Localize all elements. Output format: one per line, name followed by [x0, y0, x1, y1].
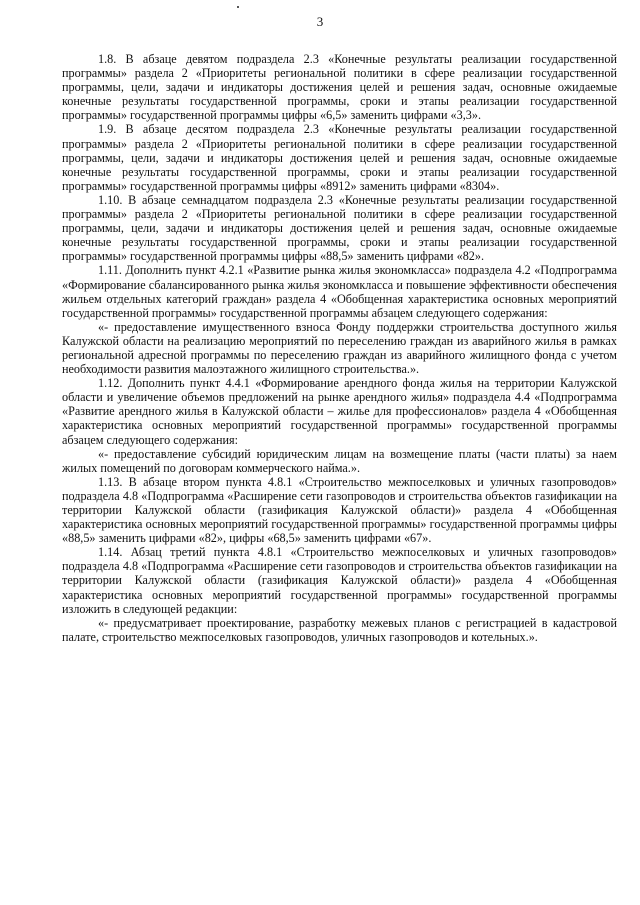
paragraph-1-13: 1.13. В абзаце втором пункта 4.8.1 «Строительство межпоселковых и уличных газопроводов» подраздела 4.8 «Подпрограмма «Расширение сети газопроводов и строительства объектов газификации на территории Калужской области (газификация Калужской области)» раздела 4 «Обобщенная характеристика основных мероприятий государственной программы» государственной программы цифры «88,5» заменить цифрами «82», цифры «68,5» заменить цифрами «67». [62, 474, 617, 546]
document-body [62, 52, 617, 644]
paragraph-1-8: 1.8. В абзаце девятом подраздела 2.3 «Конечные результаты реализации государственной программы» раздела 2 «Приоритеты региональной политики в сфере реализации государственной программы, цели, задачи и индикаторы достижения целей и решения задач, основные ожидаемые конечные результаты государственной программы, сроки и этапы реализации государственной программы» государственной программы цифры «6,5» заменить цифрами «3,3». [62, 52, 617, 123]
paragraph-1-14: 1.14. Абзац третий пункта 4.8.1 «Строительство межпоселковых и уличных газопроводов» подраздела 4.8 «Подпрограмма «Расширение сети газопроводов и строительства объектов газификации на территории Калужской области (газификация Калужской области)» раздела 4 «Обобщенная характеристика основных мероприятий государственной программы» государственной программы изложить в следующей редакции: [62, 545, 617, 616]
paragraph-1-10: 1.10. В абзаце семнадцатом подраздела 2.3 «Конечные результаты реализации государственной программы» раздела 2 «Приоритеты региональной политики в сфере реализации государственной программы, цели, задачи и индикаторы достижения целей и решения задач, основные ожидаемые конечные результаты государственной программы, сроки и этапы реализации государственной программы» государственной программы цифры «88,5» заменить цифрами «82». [62, 192, 617, 264]
quoted-insertion-1-14: «- предусматривает проектирование, разработку межевых планов с регистрацией в кадастровой палате, строительство межпоселковых газопроводов, уличных газопроводов и котельных.». [62, 615, 617, 644]
paragraph-1-12: 1.12. Дополнить пункт 4.4.1 «Формирование арендного фонда жилья на территории Калужской области и увеличение объемов предложений на рынке арендного жилья» подраздела 4.4 «Подпрограмма «Развитие арендного жилья в Калужской области – жилье для профессионалов» раздела 4 «Обобщенная характеристика основных мероприятий государственной программы» государственной программы абзацем следующего содержания: [62, 376, 617, 447]
quoted-insertion-1-11: «- предоставление имущественного взноса Фонду поддержки строительства доступного жилья Калужской области на реализацию мероприятий по переселению граждан из аварийного жилья в рамках региональной адресной программы по переселению граждан из аварийного жилищного фонда с учетом необходимости развития малоэтажного жилищного строительства.». [62, 319, 617, 377]
paragraph-1-9: 1.9. В абзаце десятом подраздела 2.3 «Конечные результаты реализации государственной программы» раздела 2 «Приоритеты региональной политики в сфере реализации государственной программы, цели, задачи и индикаторы достижения целей и решения задач, основные ожидаемые конечные результаты государственной программы, сроки и этапы реализации государственной программы» государственной программы цифры «8912» заменить цифрами «8304». [62, 122, 617, 193]
paragraph-1-11: 1.11. Дополнить пункт 4.2.1 «Развитие рынка жилья экономкласса» подраздела 4.2 «Подпрограмма «Формирование сбалансированного рынка жилья экономкласса и повышение эффективности обеспечения жильем отдельных категорий граждан» раздела 4 «Обобщенная характеристика основных мероприятий государственной программы» государственной программы абзацем следующего содержания: [62, 263, 617, 320]
page-number: 3 [316, 14, 324, 29]
quoted-insertion-1-12: «- предоставление субсидий юридическим лицам на возмещение платы (части платы) за наем жилых помещений по договорам коммерческого найма.». [62, 446, 617, 475]
scan-speck-mark [237, 6, 239, 8]
